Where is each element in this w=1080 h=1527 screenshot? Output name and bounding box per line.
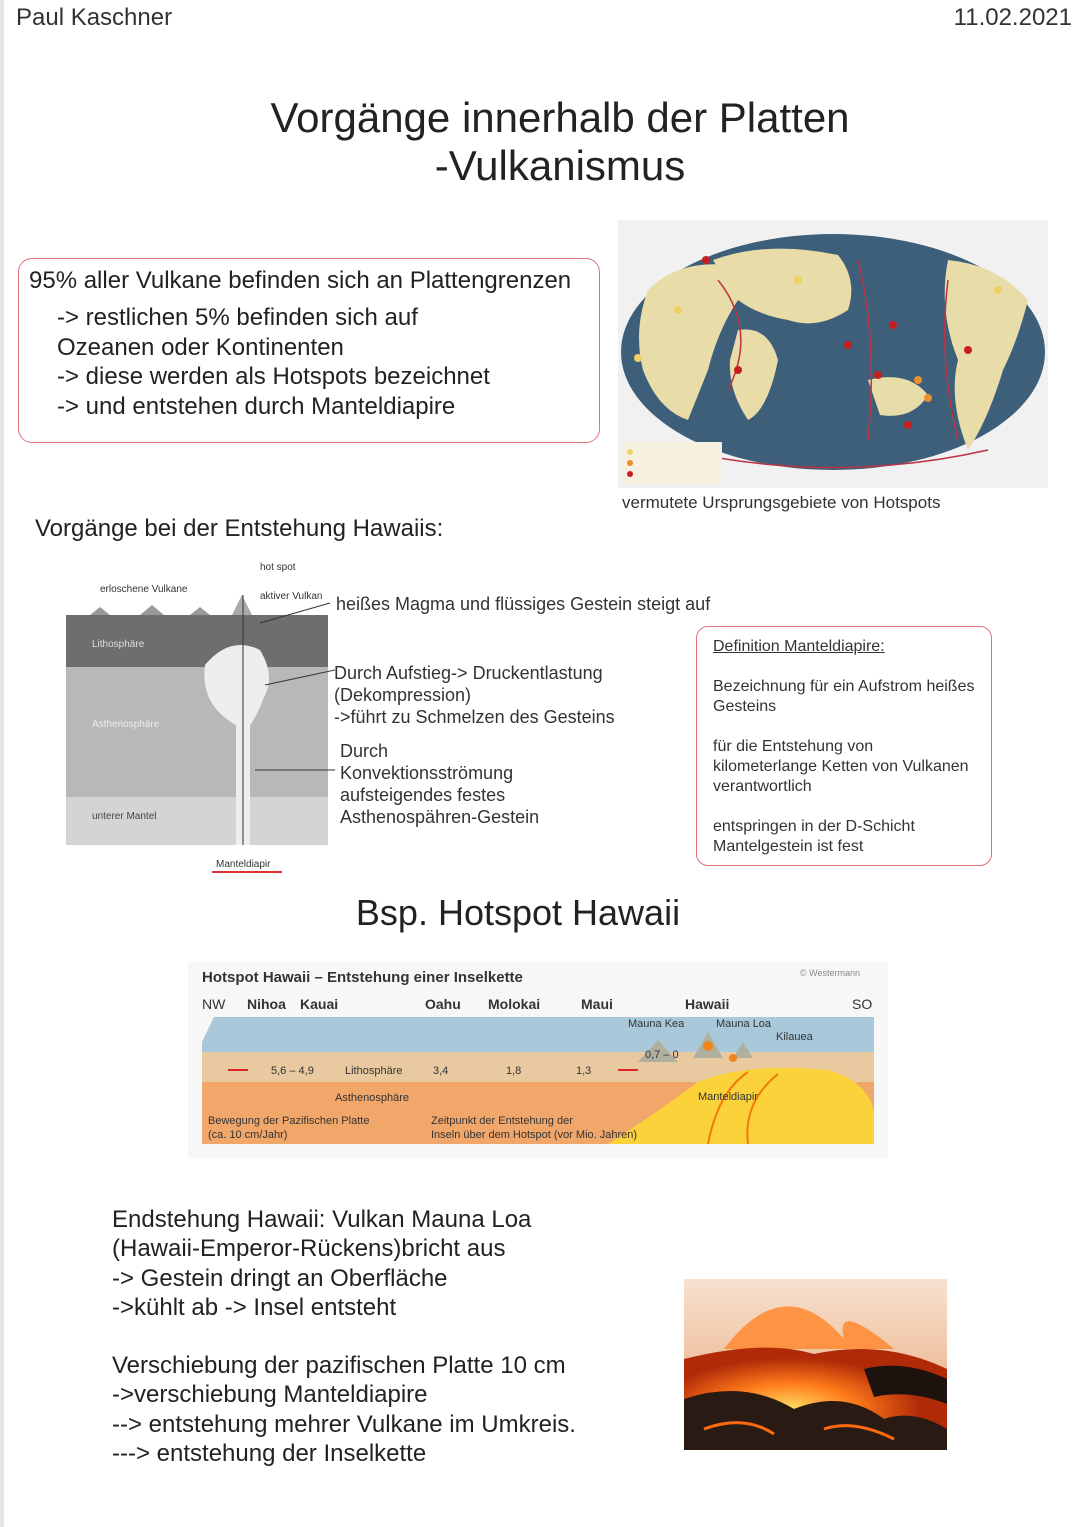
conclusion-line: ---> entstehung der Inselkette <box>112 1440 427 1468</box>
label-hotspot: hot spot <box>260 562 296 573</box>
document-date: 11.02.2021 <box>953 4 1072 31</box>
diapir-label: Manteldiapir <box>698 1091 758 1103</box>
island-kauai: Kauai <box>300 996 339 1012</box>
annotation-line: Asthenospähren-Gestein <box>340 807 540 827</box>
annotation-convection <box>340 740 580 828</box>
intro-box <box>18 258 600 443</box>
figure-title: Hotspot Hawaii – Entstehung einer Inselkette <box>202 969 523 986</box>
note-left-line: Bewegung der Pazifischen Platte <box>208 1115 370 1127</box>
conclusion-line: Endstehung Hawaii: Vulkan Mauna Loa <box>112 1206 532 1233</box>
island-molokai: Molokai <box>488 996 541 1012</box>
intro-line: -> restlichen 5% befinden sich auf <box>57 304 418 331</box>
label-lower-mantle: unterer Mantel <box>92 811 157 822</box>
hawaii-section-heading: Vorgänge bei der Entstehung Hawaiis: <box>35 515 444 542</box>
conclusion-line: (Hawaii-Emperor-Rückens)bricht aus <box>112 1235 506 1263</box>
hotspot-hawaii-figure <box>188 962 888 1158</box>
island-oahu: Oahu <box>425 996 461 1012</box>
conclusion-line: ->kühlt ab -> Insel entsteht <box>112 1293 397 1321</box>
definition-paragraph: Bezeichnung für ein Aufstrom heißes Gesteins <box>713 678 975 715</box>
intro-line: Ozeanen oder Kontinenten <box>57 333 344 361</box>
page-left-border <box>0 0 4 1527</box>
annotation-line: aufsteigendes festes <box>340 785 506 805</box>
annotation-rising-magma: heißes Magma und flüssiges Gestein steigt auf <box>336 594 711 614</box>
age-label: 1,8 <box>506 1065 522 1077</box>
volcano-mauna-kea: Mauna Kea <box>628 1018 685 1030</box>
page-title <box>200 94 920 190</box>
volcano-kilauea: Kilauea <box>776 1031 813 1043</box>
note-right-line: Zeitpunkt der Entstehung der <box>431 1115 573 1127</box>
example-heading: Bsp. Hotspot Hawaii <box>355 892 681 933</box>
lava-graphic <box>684 1279 947 1450</box>
volcano-mauna-loa: Mauna Loa <box>716 1018 772 1030</box>
age-label: 5,6 – 4,9 <box>271 1065 314 1077</box>
world-map-graphic <box>618 220 1048 488</box>
annotation-line: Durch Aufstieg-> Druckentlastung <box>334 663 603 683</box>
intro-lines <box>57 303 490 421</box>
island-nihoa: Nihoa <box>247 996 286 1012</box>
age-label: 0,7 – 0 <box>645 1049 679 1061</box>
label-extinct: erloschene Vulkane <box>100 584 188 595</box>
conclusion-text <box>112 1205 672 1497</box>
conclusion-block-2 <box>112 1351 672 1468</box>
author-name: Paul Kaschner <box>16 4 173 31</box>
definition-heading: Definition Manteldiapire: <box>713 638 885 655</box>
label-astheno: Asthenosphäre <box>92 719 160 730</box>
annotation-line: (Dekompression) <box>334 685 472 705</box>
annotation-line: Konvektionsströmung <box>340 763 514 783</box>
conclusion-block-1 <box>112 1205 672 1322</box>
lava-eruption-photo <box>684 1279 947 1450</box>
label-active: aktiver Vulkan <box>260 591 323 602</box>
island-maui: Maui <box>581 996 613 1012</box>
island-hawaii: Hawaii <box>685 996 730 1012</box>
definition-paragraph: für die Entstehung von kilometerlange Ketten von Vulkanen verantwortlich <box>713 738 969 795</box>
conclusion-line: Verschiebung der pazifischen Platte 10 cm <box>112 1352 566 1380</box>
map-caption: vermutete Ursprungsgebiete von Hotspots <box>622 493 941 512</box>
title-line-2: -Vulkanismus <box>434 142 686 189</box>
figure-copyright: © Westermann <box>800 968 860 978</box>
island-chain-graphic <box>188 962 888 1158</box>
astheno-label: Asthenosphäre <box>335 1092 409 1104</box>
direction-so: SO <box>852 996 873 1012</box>
annotation-line: Durch <box>340 741 389 761</box>
conclusion-line: --> entstehung mehrer Vulkane im Umkreis. <box>112 1410 576 1438</box>
note-right-line: Inseln über dem Hotspot (vor Mio. Jahren) <box>431 1129 638 1141</box>
conclusion-line: -> Gestein dringt an Oberfläche <box>112 1264 448 1292</box>
hotspot-world-map <box>618 220 1048 488</box>
title-line-1: Vorgänge innerhalb der Platten <box>270 94 850 141</box>
intro-line: -> diese werden als Hotspots bezeichnet <box>57 363 490 390</box>
annotation-decompression <box>334 662 654 728</box>
note-left-line: (ca. 10 cm/Jahr) <box>208 1129 288 1141</box>
age-label: 1,3 <box>576 1065 592 1077</box>
intro-headline: 95% aller Vulkane befinden sich an Plattengrenzen <box>29 267 572 294</box>
label-diapir: Manteldiapir <box>216 859 271 870</box>
age-label: 3,4 <box>433 1065 449 1077</box>
litho-label: Lithosphäre <box>345 1065 403 1077</box>
intro-line: -> und entstehen durch Manteldiapire <box>57 392 456 420</box>
definition-paragraph: entspringen in der D-Schicht Mantelgestein ist fest <box>713 818 915 855</box>
label-litho: Lithosphäre <box>92 639 145 650</box>
annotation-line: ->führt zu Schmelzen des Gesteins <box>334 707 615 727</box>
diapir-graphic <box>60 555 335 875</box>
conclusion-line: ->verschiebung Manteldiapire <box>112 1381 428 1409</box>
direction-nw: NW <box>202 996 226 1012</box>
definition-box <box>696 626 992 866</box>
mantle-diapir-diagram <box>60 555 335 875</box>
